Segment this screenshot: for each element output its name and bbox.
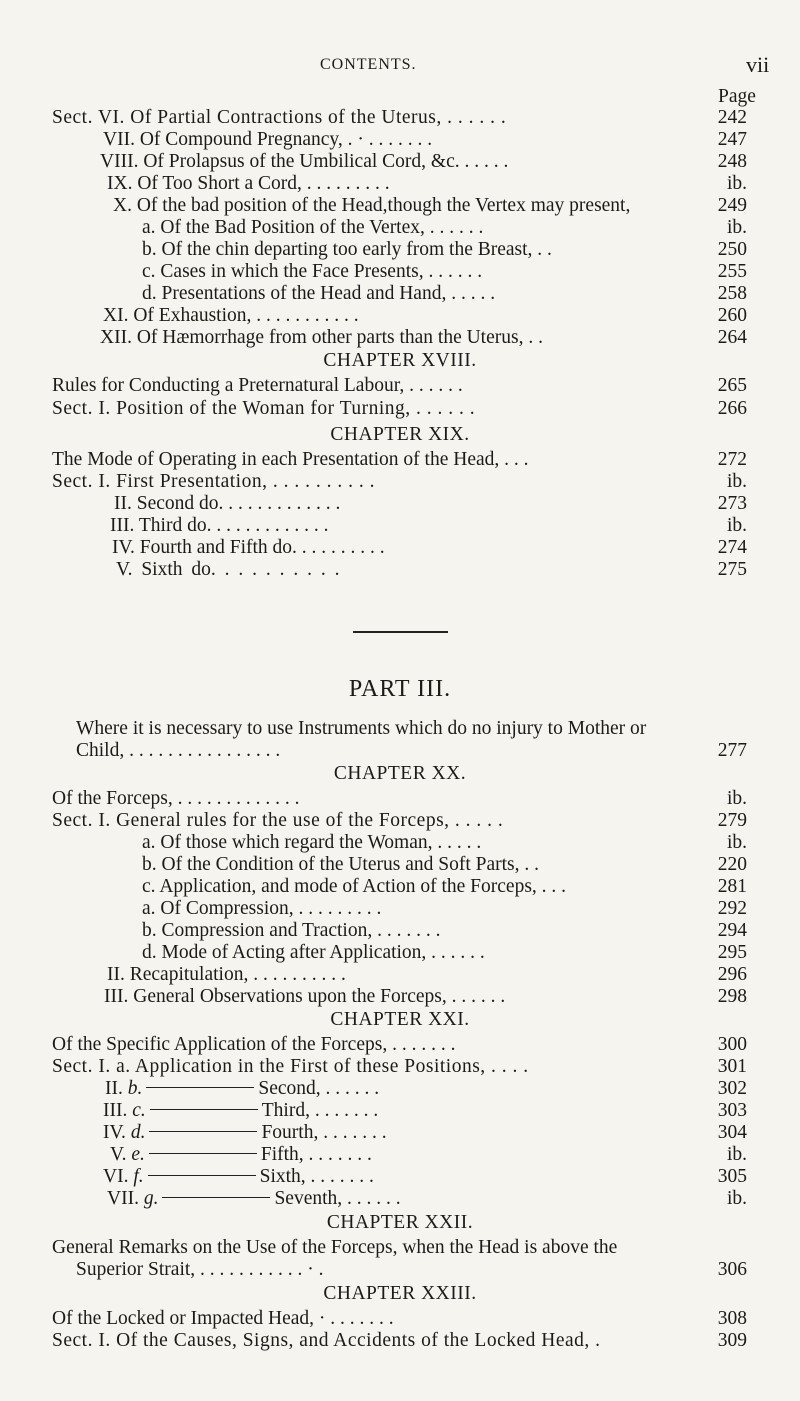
toc-entry-label: XII. Of Hæmorrhage from other parts than the Uterus, . . [100,327,543,348]
toc-entry-label: Sect. I. Of the Causes, Signs, and Accidents of the Locked Head, . [52,1330,601,1351]
toc-entry [0,327,800,349]
position-name: Sixth, . . . . . . . [259,1166,374,1187]
section-roman: IV. [103,1122,126,1143]
position-name: Seventh, . . . . . . [274,1188,401,1209]
toc-entry-label: General Remarks on the Use of the Forceps, when the Head is above the [52,1237,618,1258]
toc-entry-page: 275 [717,559,747,580]
toc-entry-page: ib. [726,1188,747,1209]
toc-entry [0,876,800,898]
section-roman: VI. [103,1166,129,1187]
toc-entry-page: 242 [717,107,747,128]
leader-dash [162,1197,270,1198]
part-heading: PART III. [348,676,452,702]
toc-entry-label: III. General Observations upon the Forceps, . . . . . . [104,986,506,1007]
position-letter: d. [130,1122,146,1143]
toc-entry-page: 305 [717,1166,747,1187]
toc-entry [0,239,800,261]
toc-entry [0,537,800,559]
toc-entry-page: 265 [717,375,747,396]
toc-entry [0,261,800,283]
toc-entry [0,920,800,942]
toc-entry-page: 249 [717,195,747,216]
toc-entry-page: 303 [717,1100,747,1121]
toc-entry-label: VIII. Of Prolapsus of the Umbilical Cord, &c. . . . . . [100,151,509,172]
toc-entry [0,1188,800,1210]
toc-entry-label: IX. Of Too Short a Cord, . . . . . . . . . [107,173,390,194]
toc-entry-label: c. Cases in which the Face Presents, . . . . . . [142,261,483,282]
toc-entry-page: 264 [717,327,747,348]
toc-entry-page: 273 [717,493,747,514]
section-roman: V. [110,1144,127,1165]
toc-entry-label: a. Of those which regard the Woman, . . . . . [142,832,482,853]
toc-entry-line1 [0,718,800,740]
position-name: Fourth, . . . . . . . [261,1122,387,1143]
toc-entry-label: Superior Strait, . . . . . . . . . . . · . [76,1259,324,1280]
toc-entry-page: 274 [717,537,747,558]
toc-entry [0,1144,800,1166]
toc-entry-page: 304 [717,1122,747,1143]
toc-entry-page: 250 [717,239,747,260]
toc-entry [0,515,800,537]
toc-entry [0,942,800,964]
toc-entry-page: 266 [717,398,747,419]
toc-entry-label: a. Of the Bad Position of the Vertex, . . . . . . [142,217,484,238]
leader-dash [149,1131,257,1132]
toc-entry [0,107,800,129]
toc-entry-label: III. Third do. . . . . . . . . . . . . [110,515,329,536]
toc-entry [0,129,800,151]
toc-entry-label: a. Of Compression, . . . . . . . . . [142,898,382,919]
chapter-heading: CHAPTER XXI. [330,1009,470,1030]
toc-entry-label: Sect. I. First Presentation, . . . . . . . . . . [52,471,375,492]
toc-entry-page: ib. [726,471,747,492]
toc-entry [0,964,800,986]
position-letter: f. [133,1166,144,1187]
toc-entry [0,1166,800,1188]
toc-entry-page: ib. [726,515,747,536]
toc-entry-page: 301 [717,1056,747,1077]
leader-dash [149,1153,257,1154]
toc-entry-label: b. Compression and Traction, . . . . . . . [142,920,441,941]
toc-entry [0,740,800,762]
toc-entry [0,1308,800,1330]
toc-entry [0,1100,800,1122]
toc-entry-label: d. Presentations of the Head and Hand, . . . . . [142,283,496,304]
toc-entry-page: ib. [726,788,747,809]
toc-entry [0,305,800,327]
toc-entry [0,1078,800,1100]
toc-entry-page: 292 [717,898,747,919]
toc-entry [0,375,800,397]
running-title: CONTENTS. [320,56,417,73]
toc-entry-page: 302 [717,1078,747,1099]
leader-dash [146,1087,254,1088]
toc-entry [0,810,800,832]
section-roman: II. [105,1078,123,1099]
chapter-heading: CHAPTER XX. [333,763,467,784]
toc-entry-page: 277 [717,740,747,761]
toc-entry-page: 298 [717,986,747,1007]
toc-entry-page: 308 [717,1308,747,1329]
toc-entry-label: IV. Fourth and Fifth do. . . . . . . . . . [112,537,385,558]
section-divider [353,631,448,633]
leader-dash [150,1109,258,1110]
toc-entry-label: X. Of the bad position of the Head,though the Vertex may present, [113,195,631,216]
toc-entry-page: 260 [717,305,747,326]
toc-entry-label: Of the Locked or Impacted Head, · . . . . . . . [52,1308,394,1329]
toc-entry [0,832,800,854]
chapter-heading: CHAPTER XXII. [326,1212,474,1233]
chapter-heading: CHAPTER XXIII. [323,1283,477,1304]
toc-entry [0,195,800,217]
toc-entry-page: 272 [717,449,747,470]
position-name: Second, . . . . . . [258,1078,380,1099]
section-roman: VII. [107,1188,139,1209]
toc-entry-page: 300 [717,1034,747,1055]
toc-entry [0,217,800,239]
toc-entry-label: Of the Specific Application of the Forceps, . . . . . . . [52,1034,456,1055]
toc-entry-label: The Mode of Operating in each Presentation of the Head, . . . [52,449,529,470]
toc-entry-label: V. Sixth do. . . . . . . . . . [116,559,340,580]
toc-entry [0,1330,800,1352]
page-folio: vii [746,52,770,77]
toc-entry-page: 295 [717,942,747,963]
toc-entry-page: ib. [726,173,747,194]
toc-entry-page: 279 [717,810,747,831]
toc-entry-label: Sect. I. a. Application in the First of these Positions, . . . . [52,1056,529,1077]
toc-entry-label: Child, . . . . . . . . . . . . . . . . [76,740,281,761]
toc-entry-page: 294 [717,920,747,941]
toc-entry-label: b. Of the Condition of the Uterus and Soft Parts, . . [142,854,539,875]
toc-entry [0,1122,800,1144]
toc-entry [0,283,800,305]
position-name: Fifth, . . . . . . . [260,1144,372,1165]
toc-entry-page: 309 [717,1330,747,1351]
toc-entry [0,449,800,471]
toc-entry-page: 247 [717,129,747,150]
position-letter: e. [131,1144,145,1165]
toc-entry-page: ib. [726,1144,747,1165]
page-column-label: Page [718,86,756,107]
toc-entry [0,1056,800,1078]
chapter-heading: CHAPTER XIX. [330,424,470,445]
toc-entry-label: c. Application, and mode of Action of the Forceps, . . . [142,876,567,897]
position-letter: g. [143,1188,159,1209]
toc-entry [0,1034,800,1056]
leader-dash [148,1175,256,1176]
toc-entry-label: d. Mode of Acting after Application, . . . . . . [142,942,485,963]
toc-entry-line1 [0,1237,800,1259]
toc-entry [0,1259,800,1281]
toc-entry-page: 281 [717,876,747,897]
toc-entry [0,986,800,1008]
position-name: Third, . . . . . . . [261,1100,379,1121]
toc-entry [0,898,800,920]
toc-entry-label: II. Second do. . . . . . . . . . . . . [114,493,341,514]
toc-entry-page: 255 [717,261,747,282]
toc-entry-page: ib. [726,832,747,853]
toc-entry [0,471,800,493]
toc-entry-label: b. Of the chin departing too early from the Breast, . . [142,239,552,260]
toc-entry [0,559,800,581]
toc-entry-page: 258 [717,283,747,304]
toc-entry [0,788,800,810]
toc-entry-page: 296 [717,964,747,985]
toc-entry [0,173,800,195]
position-letter: c. [132,1100,146,1121]
toc-entry-label: Sect. VI. Of Partial Contractions of the Uterus, . . . . . . [52,107,507,128]
toc-entry-page: 306 [717,1259,747,1280]
section-roman: III. [103,1100,128,1121]
toc-entry [0,151,800,173]
toc-entry-label: II. Recapitulation, . . . . . . . . . . [107,964,346,985]
toc-entry-label: Rules for Conducting a Preternatural Labour, . . . . . . [52,375,463,396]
toc-entry-label: Sect. I. General rules for the use of the Forceps, . . . . . [52,810,504,831]
toc-entry [0,493,800,515]
toc-entry [0,398,800,420]
toc-entry-page: 248 [717,151,747,172]
toc-entry-label: Sect. I. Position of the Woman for Turning, . . . . . . [52,398,476,419]
toc-entry [0,854,800,876]
toc-entry-page: ib. [726,217,747,238]
toc-entry-label: VII. Of Compound Pregnancy, . · . . . . . . . [103,129,433,150]
toc-entry-label: XI. Of Exhaustion, . . . . . . . . . . . [103,305,359,326]
toc-entry-page: 220 [717,854,747,875]
toc-entry-label: Where it is necessary to use Instruments which do no injury to Mother or [76,718,647,739]
position-letter: b. [127,1078,143,1099]
chapter-heading: CHAPTER XVIII. [323,350,477,371]
toc-entry-label: Of the Forceps, . . . . . . . . . . . . . [52,788,300,809]
